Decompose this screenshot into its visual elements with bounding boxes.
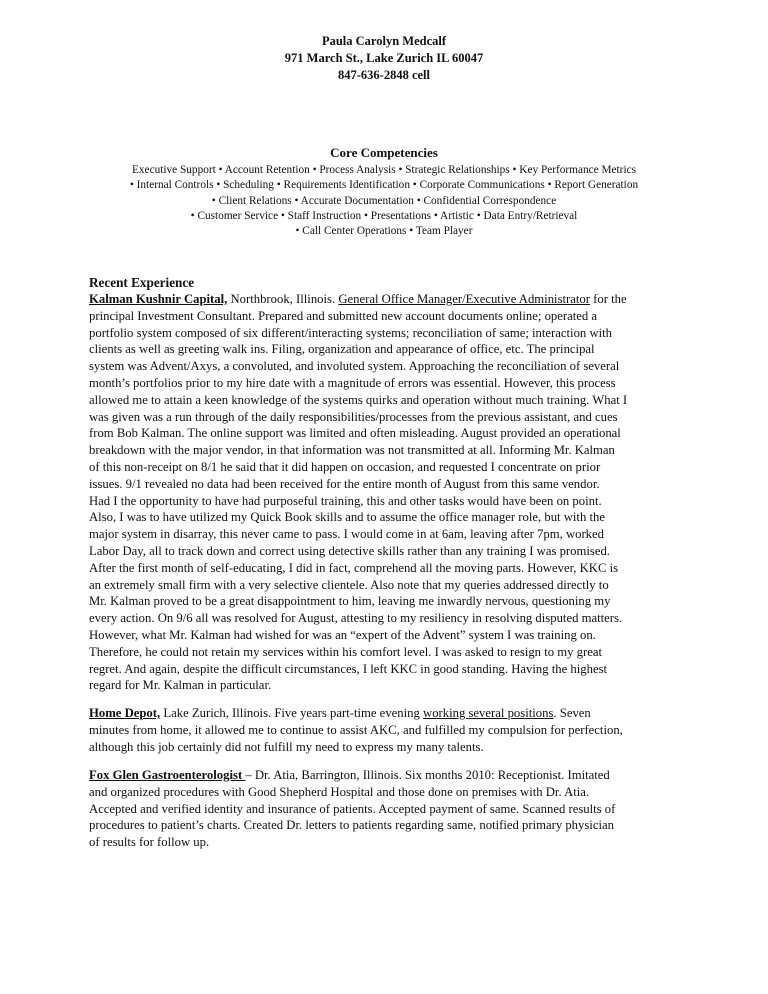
description-line: principal Investment Consultant. Prepared and submitted new account documents online; operated a — [89, 308, 598, 323]
description-line: from Bob Kalman. The online support was limited and often misleading. August provided an operational — [89, 426, 621, 441]
description-line: clients as well as greeting walk ins. Filing, organization and appearance of office, etc. The principal — [89, 342, 595, 357]
description-line: regard for Mr. Kalman in particular. — [89, 678, 272, 693]
description-line: system was Advent/Axys, a convoluted, and involuted system. Approaching the reconciliation of several — [89, 359, 620, 374]
job-title: working several positions — [423, 706, 554, 720]
job-first-line — [89, 705, 689, 722]
job-description — [89, 308, 689, 694]
description-line: After the first month of self-educating, I did in fact, comprehend all the moving parts. However, KKC is — [89, 560, 619, 575]
job-title: General Office Manager/Executive Administrator — [338, 292, 590, 306]
description-line: minutes from home, it allowed me to continue to assist AKC, and fulfilled my compulsion for perfection, — [89, 722, 623, 737]
job-description — [89, 722, 689, 756]
description-line: Therefore, he could not retain my services within his comfort level. I was asked to resign to my great — [89, 644, 602, 659]
job-description — [89, 784, 689, 851]
description-line: of this non-receipt on 8/1 he said that it did happen on occasion, and requested I concentrate on prior — [89, 459, 601, 474]
job-entry-home-depot — [89, 705, 689, 755]
job-entry-fox-glen — [89, 767, 689, 851]
employer-location: Northbrook, Illinois. — [227, 292, 339, 306]
job-first-line-tail: for the — [589, 292, 627, 306]
employer-location: Lake Zurich, Illinois. Five years part-time evening — [160, 706, 424, 720]
description-line: Labor Day, all to track down and correct using detective skills rather than any training I was promised. — [89, 543, 610, 558]
job-first-line-tail: – Dr. Atia, Barrington, Illinois. Six months 2010: Receptionist. Imitated — [245, 768, 610, 782]
contact-header — [0, 33, 768, 84]
description-line: regret. And again, despite the difficult circumstances, I left KKC in good standing. Having the highest — [89, 661, 608, 676]
description-line: Mr. Kalman proved to be a great disappointment to him, leaving me inwardly nervous, questioning my — [89, 594, 611, 609]
description-line: Had I the opportunity to have had purposeful training, this and other tasks would have been on point. — [89, 493, 602, 508]
description-line: allowed me to attain a keen knowledge of the systems quirks and operation without much training. What I — [89, 392, 628, 407]
description-line: every action. On 9/6 all was resolved for August, attesting to my resiliency in resolving disputed matters. — [89, 611, 623, 626]
competency-line: • Customer Service • Staff Instruction • Presentations • Artistic • Data Entry/Retrieval — [190, 209, 578, 222]
description-line: of results for follow up. — [89, 835, 210, 850]
competencies-list — [0, 163, 768, 239]
employer-name: Fox Glen Gastroenterologist — [89, 768, 246, 782]
candidate-name: Paula Carolyn Medcalf — [321, 34, 447, 48]
competency-line: Executive Support • Account Retention • Process Analysis • Strategic Relationships • Key Performance Metrics — [132, 164, 636, 176]
job-first-line — [89, 767, 689, 784]
job-first-line — [89, 291, 689, 308]
description-line: procedures to patient’s charts. Created Dr. letters to patients regarding same, notified primary physician — [89, 818, 614, 833]
competency-line: • Call Center Operations • Team Player — [295, 225, 473, 238]
description-line: month’s portfolios prior to my hire date with a magnitude of errors was essential. However, this process — [89, 375, 616, 390]
description-line: Accepted and verified identity and insurance of patients. Accepted payment of same. Scanned results of — [89, 801, 616, 816]
description-line: although this job certainly did not fulfill my need to express my many talents. — [89, 739, 484, 754]
description-line: However, what Mr. Kalman had wished for was an “expert of the Advent” system I was training on. — [89, 627, 596, 642]
candidate-phone: 847-636-2848 cell — [338, 68, 430, 82]
description-line: breakdown with the major vendor, in that information was not transmitted at all. Informing Mr. Kalman — [89, 443, 615, 458]
competency-line: • Internal Controls • Scheduling • Requirements Identification • Corporate Communications • Report Generation — [129, 179, 639, 192]
description-line: issues. 9/1 revealed no data had been received for the entire month of August from this same vendor. — [89, 476, 600, 491]
competencies-title: Core Competencies — [330, 145, 438, 160]
competency-line: • Client Relations • Accurate Documentation • Confidential Correspondence — [211, 194, 557, 207]
employer-name: Kalman Kushnir Capital, — [89, 292, 228, 306]
description-line: portfolio system composed of six different/interacting systems; reconciliation of same; interaction with — [89, 325, 612, 340]
experience-heading: Recent Experience — [89, 275, 195, 290]
employer-name: Home Depot, — [89, 706, 161, 720]
description-line: Also, I was to have utilized my Quick Book skills and to assume the office manager role, but with the — [89, 510, 605, 525]
description-line: was given was a run through of the daily responsibilities/processes from the previous assistant, and cues — [89, 409, 618, 424]
job-entry-kalman — [89, 291, 689, 694]
description-line: an extremely small firm with a very selective clientele. Also note that my queries addressed directly to — [89, 577, 609, 592]
description-line: and organized procedures with Good Shepherd Hospital and those done on premises with Dr. Atia. — [89, 784, 590, 799]
description-line: major system in disarray, this never came to pass. I would come in at 6am, leaving after 7pm, worked — [89, 527, 604, 542]
job-first-line-tail: . Seven — [553, 706, 591, 720]
candidate-address: 971 March St., Lake Zurich IL 60047 — [284, 51, 484, 65]
